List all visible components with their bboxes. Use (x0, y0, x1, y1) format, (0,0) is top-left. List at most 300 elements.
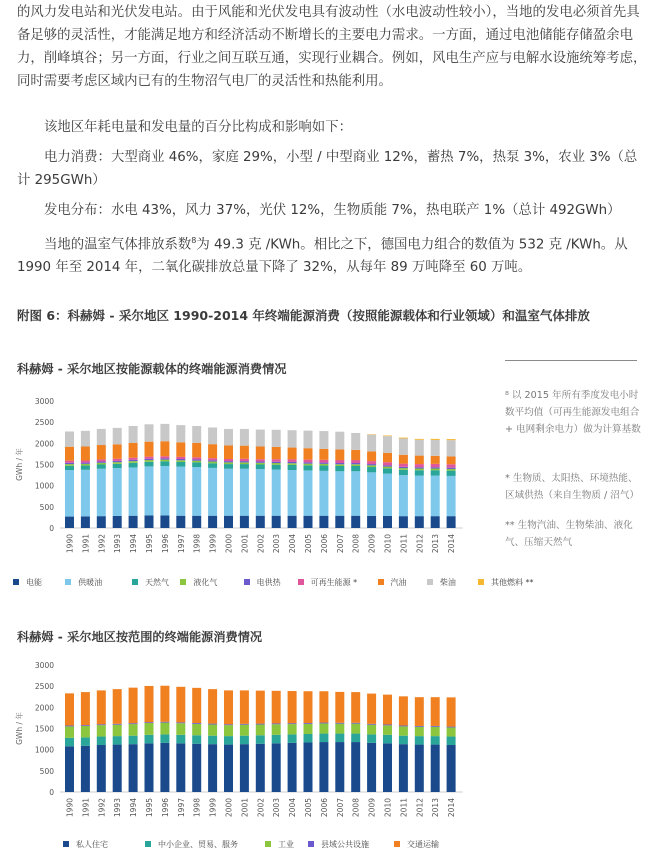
bar-segment-2-1 (97, 737, 106, 745)
legend-label: 其他燃料 ** (491, 578, 534, 587)
bar-segment-8-3 (192, 723, 201, 724)
bar-segment-9-5 (208, 458, 217, 460)
bar-segment-11-0 (240, 744, 249, 792)
bar-segment-24-2 (447, 727, 456, 736)
bar-segment-20-0 (383, 516, 392, 528)
bar-segment-14-1 (288, 734, 297, 742)
bar-segment-16-0 (319, 742, 328, 792)
bar-segment-16-2 (319, 466, 328, 471)
bar-segment-17-4 (335, 692, 344, 723)
bar-segment-18-4 (351, 463, 360, 464)
bar-segment-13-4 (272, 691, 281, 724)
bar-segment-13-1 (272, 735, 281, 743)
bar-segment-4-3 (129, 461, 138, 463)
x-tick-label: 1995 (145, 798, 154, 818)
bar-segment-8-2 (192, 462, 201, 467)
bar-segment-21-2 (399, 470, 408, 475)
bar-segment-17-5 (335, 460, 344, 463)
bar-segment-3-1 (113, 736, 122, 744)
bar-segment-0-6 (65, 447, 74, 461)
legend-item (13, 577, 42, 588)
bar-segment-7-5 (176, 457, 185, 459)
bar-segment-1-5 (81, 460, 90, 462)
bar-segment-15-3 (304, 723, 313, 724)
legend-swatch (65, 579, 71, 585)
x-tick-label: 2007 (335, 534, 345, 554)
bar-segment-0-0 (65, 746, 74, 792)
bar-segment-22-2 (415, 470, 424, 475)
bar-segment-16-5 (319, 460, 328, 463)
bar-segment-24-1 (447, 737, 456, 745)
bar-segment-1-3 (81, 725, 90, 726)
bar-segment-3-6 (113, 444, 122, 458)
bar-segment-0-5 (65, 461, 74, 463)
bar-segment-24-1 (447, 476, 456, 516)
legend-label: 可再生能源 * (310, 578, 358, 587)
bar-segment-18-2 (351, 724, 360, 734)
x-tick-label: 2011 (399, 534, 409, 554)
bar-segment-3-2 (113, 725, 122, 736)
bar-segment-2-2 (97, 465, 106, 469)
bar-segment-8-5 (192, 457, 201, 459)
bar-segment-10-5 (224, 459, 233, 461)
bar-segment-0-7 (65, 431, 74, 446)
bar-segment-8-1 (192, 735, 201, 743)
bar-segment-23-5 (431, 464, 440, 467)
bar-segment-17-0 (335, 516, 344, 528)
bar-segment-16-0 (319, 516, 328, 528)
bar-segment-7-2 (176, 462, 185, 467)
bar-segment-17-3 (335, 464, 344, 466)
bar-segment-3-4 (113, 689, 122, 724)
x-tick-label: 2012 (415, 798, 425, 818)
bar-segment-8-2 (192, 724, 201, 735)
bar-segment-0-2 (65, 466, 74, 470)
sidenote-renewables: * 生物质、太阳热、环境热能、区域供热（来自生物质 / 沼气） (505, 473, 640, 501)
bar-segment-21-3 (399, 726, 408, 727)
legend-swatch (394, 841, 400, 847)
bar-segment-15-0 (304, 516, 313, 528)
bar-segment-0-4 (65, 693, 74, 725)
bar-segment-10-4 (224, 690, 233, 724)
x-tick-label: 2012 (415, 534, 425, 554)
bar-segment-5-0 (145, 743, 154, 792)
bar-segment-18-1 (351, 471, 360, 515)
bar-segment-16-4 (319, 691, 328, 722)
bar-segment-19-3 (367, 724, 376, 725)
bar-segment-4-2 (129, 724, 138, 736)
paragraph-composition-intro: 该地区年耗电量和发电量的百分比构成和影响如下： (44, 120, 352, 135)
bar-segment-21-7 (399, 438, 408, 454)
x-tick-label: 2013 (431, 798, 441, 818)
bar-segment-12-0 (256, 744, 265, 792)
sidenote-other-fuels: ** 生物汽油、生物柴油、液化气、压缩天然气 (505, 520, 633, 548)
paragraph-generation: 发电分布：水电 43%，风力 37%，光伏 12%，生物质能 7%，热电联产 1%（总计 492GWh） (44, 203, 621, 218)
bar-segment-22-4 (415, 467, 424, 468)
bar-segment-13-3 (272, 463, 281, 465)
bar-segment-23-2 (431, 727, 440, 736)
bar-segment-17-2 (335, 724, 344, 734)
bar-segment-1-6 (81, 447, 90, 461)
bar-segment-20-7 (383, 436, 392, 453)
bar-segment-2-1 (97, 469, 106, 516)
bar-segment-20-4 (383, 465, 392, 466)
bar-segment-7-4 (176, 459, 185, 460)
bar-segment-10-7 (224, 429, 233, 446)
x-tick-label: 1997 (176, 534, 186, 554)
bar-segment-12-4 (256, 691, 265, 724)
bar-segment-7-1 (176, 735, 185, 743)
bar-segment-22-8 (415, 439, 424, 440)
bar-segment-5-7 (145, 424, 154, 441)
legend-item (378, 577, 407, 588)
bar-segment-15-1 (304, 470, 313, 515)
chart1-title: 科赫姆 - 采尔地区按能源载体的终端能源消费情况 (17, 362, 287, 376)
bar-segment-24-0 (447, 516, 456, 528)
legend-swatch (427, 579, 433, 585)
bar-segment-18-3 (351, 723, 360, 724)
bar-segment-13-0 (272, 516, 281, 528)
bar-segment-20-0 (383, 743, 392, 792)
x-tick-label: 2013 (431, 534, 441, 554)
bar-segment-10-1 (224, 736, 233, 744)
bar-segment-23-0 (431, 745, 440, 792)
x-tick-label: 2004 (288, 534, 298, 554)
bar-segment-24-4 (447, 468, 456, 469)
legend-label: 柴油 (439, 578, 456, 587)
bar-segment-0-3 (65, 726, 74, 727)
bar-segment-15-0 (304, 742, 313, 792)
legend-label: 供暖油 (78, 578, 103, 587)
bar-segment-20-1 (383, 474, 392, 516)
bar-segment-0-2 (65, 726, 74, 737)
y-tick-label: 2500 (34, 418, 54, 428)
bar-segment-10-6 (224, 445, 233, 459)
bar-segment-5-3 (145, 460, 154, 462)
bar-segment-22-0 (415, 745, 424, 792)
x-tick-label: 1998 (192, 534, 202, 554)
bar-segment-12-2 (256, 465, 265, 470)
bar-segment-19-0 (367, 743, 376, 792)
bar-segment-19-4 (367, 694, 376, 724)
bar-segment-2-5 (97, 459, 106, 461)
bar-segment-19-4 (367, 464, 376, 465)
bar-segment-1-4 (81, 692, 90, 725)
x-tick-label: 1993 (113, 534, 123, 554)
bar-segment-18-7 (351, 433, 360, 450)
y-axis-label: GWh / 年 (15, 712, 24, 745)
bar-segment-8-0 (192, 516, 201, 528)
bar-segment-11-5 (240, 459, 249, 461)
bar-segment-2-4 (97, 690, 106, 724)
bar-segment-2-3 (97, 463, 106, 465)
bar-segment-18-2 (351, 466, 360, 471)
bar-segment-21-6 (399, 455, 408, 464)
y-tick-label: 2000 (34, 703, 54, 713)
y-axis-label: GWh / 年 (15, 448, 24, 481)
bar-segment-4-1 (129, 736, 138, 744)
bar-segment-13-5 (272, 459, 281, 462)
bar-segment-13-6 (272, 447, 281, 459)
bar-segment-5-2 (145, 462, 154, 467)
bar-segment-17-7 (335, 432, 344, 450)
bar-segment-19-3 (367, 465, 376, 467)
bar-segment-14-0 (288, 516, 297, 528)
x-tick-label: 2011 (399, 798, 409, 818)
bar-segment-11-2 (240, 725, 249, 736)
bar-segment-20-2 (383, 468, 392, 473)
bar-segment-4-3 (129, 723, 138, 724)
bar-segment-2-3 (97, 724, 106, 725)
bar-segment-11-7 (240, 429, 249, 446)
x-tick-label: 2000 (224, 534, 234, 554)
bar-segment-4-0 (129, 744, 138, 792)
bar-segment-1-7 (81, 431, 90, 447)
chart1-energy-carrier (0, 390, 480, 570)
legend-label: 液化气 (193, 578, 218, 587)
bar-segment-14-5 (288, 459, 297, 462)
bar-segment-22-0 (415, 516, 424, 528)
bar-segment-23-8 (431, 439, 440, 440)
bar-segment-21-3 (399, 468, 408, 470)
bar-segment-17-4 (335, 463, 344, 464)
legend-item (478, 577, 534, 588)
x-tick-label: 1992 (97, 798, 107, 818)
bar-segment-5-4 (145, 459, 154, 460)
bar-segment-24-0 (447, 745, 456, 792)
figure-title: 附图 6：科赫姆 - 采尔地区 1990-2014 年终端能源消费（按照能源载体和行业领域）和温室气体排放 (17, 308, 590, 323)
bar-segment-6-5 (160, 456, 169, 458)
bar-segment-4-5 (129, 458, 138, 460)
bar-segment-21-0 (399, 744, 408, 792)
bar-segment-11-1 (240, 736, 249, 744)
footnote-marker: 8 (191, 236, 197, 245)
chart2-legend (13, 839, 483, 853)
bar-segment-21-0 (399, 516, 408, 528)
legend-label: 天然气 (145, 578, 170, 587)
bar-segment-19-2 (367, 725, 376, 735)
bar-segment-4-4 (129, 688, 138, 724)
bar-segment-14-4 (288, 691, 297, 723)
bar-segment-9-2 (208, 724, 217, 735)
bar-segment-20-5 (383, 462, 392, 465)
bar-segment-11-1 (240, 469, 249, 516)
bar-segment-3-0 (113, 745, 122, 792)
legend-swatch (308, 841, 314, 847)
y-tick-label: 3000 (34, 661, 54, 670)
bar-segment-16-3 (319, 723, 328, 724)
bar-segment-2-4 (97, 462, 106, 463)
bar-segment-0-1 (65, 470, 74, 517)
bar-segment-22-7 (415, 440, 424, 456)
bar-segment-23-4 (431, 467, 440, 468)
bar-segment-4-7 (129, 426, 138, 443)
legend-swatch (63, 841, 69, 847)
bar-segment-9-1 (208, 736, 217, 744)
legend-item (394, 839, 439, 850)
bar-segment-23-7 (431, 440, 440, 456)
bar-segment-5-4 (145, 686, 154, 722)
bar-segment-21-4 (399, 467, 408, 468)
y-tick-label: 2000 (34, 439, 54, 449)
bar-segment-7-1 (176, 467, 185, 516)
bar-segment-24-2 (447, 471, 456, 476)
legend-item (308, 839, 369, 850)
bar-segment-7-0 (176, 743, 185, 792)
legend-swatch (478, 579, 484, 585)
bar-segment-2-6 (97, 445, 106, 459)
y-tick-label: 3000 (34, 397, 54, 406)
bar-segment-12-5 (256, 459, 265, 461)
legend-swatch (378, 579, 384, 585)
bar-segment-1-0 (81, 746, 90, 792)
legend-item (132, 577, 169, 588)
bar-segment-4-6 (129, 443, 138, 458)
legend-item (145, 839, 238, 850)
bar-segment-23-1 (431, 476, 440, 517)
bar-segment-24-5 (447, 464, 456, 467)
bar-segment-10-3 (224, 462, 233, 464)
bar-segment-10-4 (224, 461, 233, 462)
bar-segment-22-1 (415, 476, 424, 517)
bar-segment-20-3 (383, 724, 392, 725)
emissions-text-b: 为 49.3 克 /KWh。相比之下，德国电力组合的数值为 532 克 /KWh。从 1990 年至 2014 年，二氧化碳排放总量下降了 32%，从每年 89 万吨降至 60 万吨。 (17, 237, 628, 276)
legend-label: 中小企业、贸易、服务 (158, 840, 238, 849)
bar-segment-5-6 (145, 442, 154, 457)
legend-item (298, 577, 358, 588)
x-tick-label: 1999 (208, 798, 218, 818)
bar-segment-21-8 (399, 438, 408, 439)
bar-segment-6-0 (160, 743, 169, 792)
bar-segment-8-3 (192, 461, 201, 463)
bar-segment-3-3 (113, 724, 122, 725)
x-tick-label: 2008 (351, 534, 361, 554)
bar-segment-5-0 (145, 516, 154, 528)
x-tick-label: 2003 (272, 798, 282, 818)
x-tick-label: 2008 (351, 798, 361, 818)
bar-segment-16-4 (319, 463, 328, 464)
paragraph-consumption: 电力消费：大型商业 46%，家庭 29%，小型 / 中型商业 12%，蓄热 7%，热泵 3%，农业 3%（总计 295GWh） (17, 150, 638, 188)
bar-segment-22-4 (415, 697, 424, 726)
bar-segment-13-2 (272, 465, 281, 470)
bar-segment-8-7 (192, 426, 201, 443)
bar-segment-24-7 (447, 440, 456, 456)
bar-segment-8-4 (192, 688, 201, 723)
bar-segment-11-3 (240, 724, 249, 725)
bar-segment-13-0 (272, 743, 281, 792)
x-tick-label: 2014 (447, 798, 457, 818)
bar-segment-7-4 (176, 687, 185, 723)
y-tick-label: 500 (39, 766, 54, 776)
bar-segment-14-6 (288, 448, 297, 460)
bar-segment-22-5 (415, 464, 424, 467)
x-tick-label: 2000 (224, 798, 234, 818)
sidenote-footnote-8: ⁸ 以 2015 年所有季度发电小时数平均值（可再生能源发电组合 + 电网剩余电力）做为计算基数 (505, 390, 641, 435)
bar-segment-14-2 (288, 465, 297, 470)
x-tick-label: 2009 (367, 798, 377, 818)
x-tick-label: 2001 (240, 798, 250, 818)
bar-segment-2-2 (97, 725, 106, 736)
bar-segment-8-0 (192, 744, 201, 792)
bar-segment-11-0 (240, 516, 249, 528)
bar-segment-19-7 (367, 435, 376, 452)
bar-segment-24-3 (447, 727, 456, 728)
bar-segment-11-4 (240, 461, 249, 462)
bar-segment-15-7 (304, 431, 313, 449)
bar-segment-6-4 (160, 458, 169, 459)
bar-segment-17-0 (335, 742, 344, 792)
bar-segment-0-4 (65, 463, 74, 464)
bar-segment-13-7 (272, 430, 281, 447)
bar-segment-15-2 (304, 724, 313, 734)
bar-segment-11-4 (240, 690, 249, 723)
bar-segment-14-2 (288, 724, 297, 734)
bar-segment-19-1 (367, 734, 376, 742)
bar-segment-22-3 (415, 726, 424, 727)
bar-segment-6-1 (160, 466, 169, 516)
bar-segment-23-3 (431, 469, 440, 471)
legend-swatch (298, 579, 304, 585)
bar-segment-6-1 (160, 734, 169, 742)
bar-segment-12-3 (256, 724, 265, 725)
bar-segment-7-6 (176, 442, 185, 457)
bar-segment-20-8 (383, 436, 392, 437)
bar-segment-1-2 (81, 726, 90, 737)
bar-segment-11-3 (240, 462, 249, 464)
bar-segment-13-3 (272, 723, 281, 724)
legend-swatch (244, 579, 250, 585)
bar-segment-7-7 (176, 425, 185, 442)
bar-segment-1-1 (81, 737, 90, 745)
bar-segment-7-3 (176, 722, 185, 723)
bar-segment-12-7 (256, 430, 265, 447)
bar-segment-9-2 (208, 463, 217, 468)
bar-segment-14-4 (288, 462, 297, 463)
bar-segment-19-0 (367, 516, 376, 528)
bar-segment-24-8 (447, 439, 456, 440)
bar-segment-16-7 (319, 431, 328, 449)
bar-segment-9-6 (208, 444, 217, 458)
bar-segment-13-4 (272, 462, 281, 463)
legend-item (244, 577, 281, 588)
x-tick-label: 1991 (81, 534, 91, 554)
bar-segment-19-2 (367, 467, 376, 472)
bar-segment-6-6 (160, 441, 169, 456)
bar-segment-6-3 (160, 460, 169, 462)
bar-segment-14-3 (288, 463, 297, 465)
bar-segment-23-1 (431, 736, 440, 744)
legend-label: 电能 (26, 578, 42, 587)
bar-segment-20-4 (383, 695, 392, 725)
bar-segment-15-4 (304, 462, 313, 463)
bar-segment-19-1 (367, 472, 376, 516)
x-tick-label: 2006 (319, 534, 329, 554)
bar-segment-9-3 (208, 462, 217, 464)
x-tick-label: 2004 (288, 798, 298, 818)
bar-segment-5-5 (145, 457, 154, 459)
bar-segment-21-5 (399, 464, 408, 467)
bar-segment-13-1 (272, 470, 281, 516)
bar-segment-13-2 (272, 724, 281, 735)
bar-segment-23-6 (431, 456, 440, 464)
legend-item (63, 839, 108, 850)
bar-segment-19-5 (367, 461, 376, 464)
bar-segment-16-3 (319, 464, 328, 466)
bar-segment-14-0 (288, 743, 297, 792)
bar-segment-17-3 (335, 723, 344, 724)
bar-segment-18-3 (351, 464, 360, 466)
y-tick-label: 0 (49, 788, 54, 797)
